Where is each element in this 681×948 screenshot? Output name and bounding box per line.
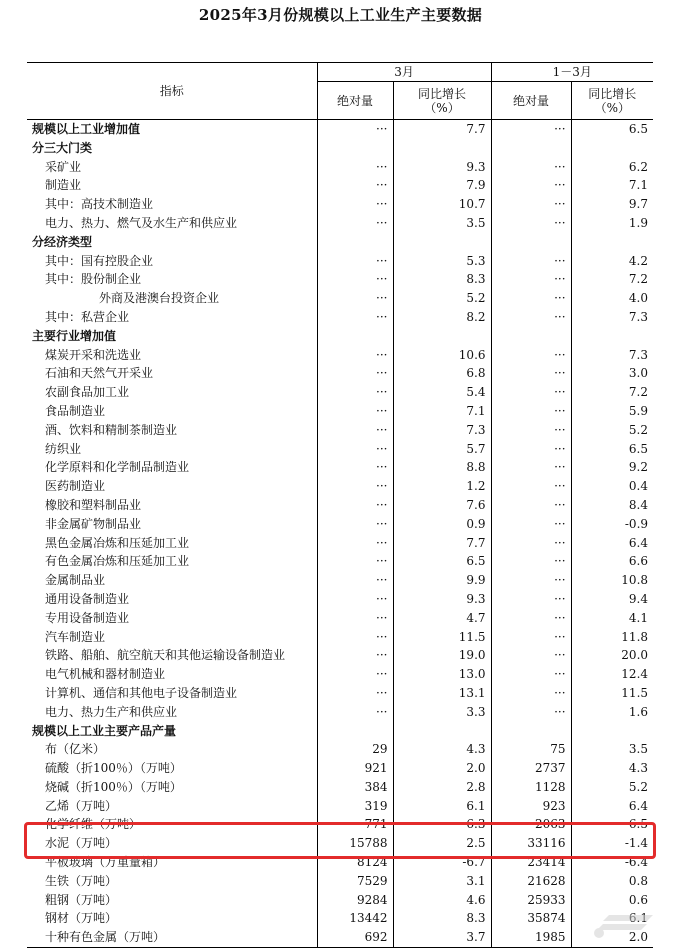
month-absolute-cell: ··· (317, 496, 393, 515)
ytd-yoy-cell: 2.0 (571, 928, 653, 947)
row-label: 橡胶和塑料制品业 (45, 497, 142, 512)
ytd-absolute-cell: ··· (491, 289, 571, 308)
month-yoy-cell (393, 722, 491, 741)
month-absolute-header: 绝对量 (317, 82, 393, 120)
table-row (27, 778, 653, 797)
row-label: 酒、饮料和精制茶制造业 (45, 422, 178, 437)
ytd-absolute-cell: 1985 (491, 928, 571, 947)
month-yoy-cell: 3.3 (393, 703, 491, 722)
ytd-absolute-cell: ··· (491, 158, 571, 177)
ytd-yoy-header (571, 82, 653, 120)
table-row (27, 909, 653, 928)
ytd-yoy-cell: 11.8 (571, 628, 653, 647)
row-label: 农副食品加工业 (45, 385, 130, 400)
ytd-yoy-cell: 1.6 (571, 703, 653, 722)
ytd-yoy-cell: 5.9 (571, 402, 653, 421)
month-absolute-cell: ··· (317, 346, 393, 365)
ytd-absolute-cell: ··· (491, 402, 571, 421)
ytd-yoy-cell: 3.0 (571, 364, 653, 383)
month-absolute-cell (317, 722, 393, 741)
month-yoy-cell: 5.2 (393, 289, 491, 308)
watermark-logo-icon (589, 907, 675, 941)
ytd-yoy-cell: 6.5 (571, 120, 653, 139)
ytd-yoy-cell: -0.9 (571, 515, 653, 534)
ytd-yoy-cell: 20.0 (571, 646, 653, 665)
ytd-yoy-cell: 3.5 (571, 740, 653, 759)
table-row (27, 609, 653, 628)
month-absolute-cell: 319 (317, 797, 393, 816)
ytd-absolute-cell: 25933 (491, 891, 571, 910)
ytd-yoy-cell: 9.7 (571, 195, 653, 214)
month-absolute-cell: 771 (317, 815, 393, 834)
row-label: 粗钢（万吨） (45, 892, 118, 907)
month-yoy-cell: 5.3 (393, 252, 491, 271)
row-label: 铁路、船舶、航空航天和其他运输设备制造业 (45, 648, 286, 663)
table-row (27, 684, 653, 703)
month-absolute-cell: ··· (317, 571, 393, 590)
month-yoy-cell: 9.3 (393, 590, 491, 609)
ytd-absolute-cell: ··· (491, 665, 571, 684)
month-absolute-cell: ··· (317, 440, 393, 459)
ytd-absolute-cell: ··· (491, 703, 571, 722)
month-yoy-cell: 6.1 (393, 797, 491, 816)
ytd-absolute-cell: ··· (491, 252, 571, 271)
month-yoy-cell: 6.3 (393, 815, 491, 834)
month-absolute-cell: 9284 (317, 891, 393, 910)
table-row (27, 421, 653, 440)
ytd-absolute-cell (491, 327, 571, 346)
table-row (27, 158, 653, 177)
ytd-yoy-cell: 7.3 (571, 308, 653, 327)
month-absolute-cell: ··· (317, 214, 393, 233)
table-row (27, 759, 653, 778)
ytd-yoy-cell: 7.2 (571, 270, 653, 289)
month-yoy-cell: 4.3 (393, 740, 491, 759)
month-yoy-cell: 3.5 (393, 214, 491, 233)
ytd-absolute-cell: ··· (491, 571, 571, 590)
month-absolute-cell: ··· (317, 477, 393, 496)
ytd-absolute-cell: ··· (491, 346, 571, 365)
page-title: 2025年3月份规模以上工业生产主要数据 (198, 6, 483, 24)
ytd-yoy-cell: 6.4 (571, 534, 653, 553)
table-row (27, 665, 653, 684)
ytd-absolute-header: 绝对量 (491, 82, 571, 120)
row-label: 制造业 (45, 178, 82, 193)
ytd-absolute-cell: ··· (491, 496, 571, 515)
row-label: 非金属矿物制品业 (45, 516, 142, 531)
month-yoy-cell: 13.0 (393, 665, 491, 684)
month-absolute-cell: ··· (317, 590, 393, 609)
month-absolute-cell (317, 233, 393, 252)
ytd-yoy-cell: 1.9 (571, 214, 653, 233)
table-row (27, 327, 653, 346)
ytd-yoy-cell: 0.4 (571, 477, 653, 496)
ytd-absolute-cell: ··· (491, 458, 571, 477)
ytd-yoy-cell: 8.4 (571, 496, 653, 515)
month-yoy-cell: 8.2 (393, 308, 491, 327)
month-absolute-cell: ··· (317, 289, 393, 308)
ytd-yoy-line2: （%） (594, 100, 630, 115)
row-label: 布（亿米） (45, 742, 106, 757)
row-label: 其中：高技术制造业 (45, 197, 154, 212)
row-label: 煤炭开采和洗选业 (45, 347, 142, 362)
ytd-absolute-cell: 2063 (491, 815, 571, 834)
ytd-absolute-cell: ··· (491, 270, 571, 289)
month-absolute-cell: ··· (317, 383, 393, 402)
ytd-yoy-cell: 6.6 (571, 552, 653, 571)
month-yoy-cell: 7.1 (393, 402, 491, 421)
ytd-yoy-cell: 6.5 (571, 440, 653, 459)
table-row (27, 552, 653, 571)
row-label: 石油和天然气开采业 (45, 366, 154, 381)
row-label: 专用设备制造业 (45, 610, 130, 625)
ytd-yoy-cell: 7.3 (571, 346, 653, 365)
ytd-yoy-cell: 4.2 (571, 252, 653, 271)
ytd-yoy-cell: 12.4 (571, 665, 653, 684)
ytd-yoy-cell: -1.4 (571, 834, 653, 853)
table-row (27, 289, 653, 308)
ytd-yoy-cell: 7.2 (571, 383, 653, 402)
month-absolute-cell: ··· (317, 402, 393, 421)
ytd-absolute-cell: ··· (491, 609, 571, 628)
month-absolute-cell: ··· (317, 609, 393, 628)
table-row (27, 402, 653, 421)
month-absolute-cell: 13442 (317, 909, 393, 928)
month-absolute-cell: ··· (317, 195, 393, 214)
row-label: 外商及港澳台投资企业 (99, 291, 220, 306)
table-row (27, 571, 653, 590)
month-yoy-line2: （%） (424, 100, 460, 115)
month-absolute-cell: 384 (317, 778, 393, 797)
table-row (27, 383, 653, 402)
month-yoy-cell: 7.7 (393, 534, 491, 553)
table-row (27, 458, 653, 477)
month-yoy-cell (393, 233, 491, 252)
month-absolute-cell: ··· (317, 515, 393, 534)
month-yoy-cell: -6.7 (393, 853, 491, 872)
ytd-yoy-cell: 9.4 (571, 590, 653, 609)
ytd-absolute-cell: ··· (491, 308, 571, 327)
ytd-yoy-cell: 5.2 (571, 778, 653, 797)
month-yoy-cell: 2.5 (393, 834, 491, 853)
table-row (27, 590, 653, 609)
ytd-absolute-cell: ··· (491, 646, 571, 665)
ytd-absolute-cell: 2737 (491, 759, 571, 778)
ytd-absolute-cell: ··· (491, 628, 571, 647)
table-row (27, 891, 653, 910)
table-row (27, 872, 653, 891)
month-absolute-cell: 7529 (317, 872, 393, 891)
ytd-yoy-cell: 6.5 (571, 815, 653, 834)
row-label: 乙烯（万吨） (45, 798, 118, 813)
row-label: 黑色金属冶炼和压延加工业 (45, 535, 190, 550)
table-row (27, 834, 653, 853)
month-yoy-cell: 4.6 (393, 891, 491, 910)
ytd-absolute-cell: ··· (491, 684, 571, 703)
month-absolute-cell: ··· (317, 665, 393, 684)
row-label: 化学纤维（万吨） (45, 817, 142, 832)
month-yoy-cell (393, 139, 491, 158)
month-absolute-cell: 15788 (317, 834, 393, 853)
month-yoy-cell: 0.9 (393, 515, 491, 534)
row-label: 计算机、通信和其他电子设备制造业 (45, 685, 238, 700)
month-absolute-cell: ··· (317, 421, 393, 440)
table-row (27, 308, 653, 327)
row-label: 钢材（万吨） (45, 911, 118, 926)
ytd-absolute-cell: 35874 (491, 909, 571, 928)
ytd-absolute-cell (491, 139, 571, 158)
month-yoy-header (393, 82, 491, 120)
row-label: 十种有色金属（万吨） (27, 928, 317, 947)
row-label: 平板玻璃（万重量箱） (45, 855, 166, 870)
ytd-yoy-cell: 4.0 (571, 289, 653, 308)
ytd-absolute-cell: ··· (491, 515, 571, 534)
month-yoy-cell: 10.6 (393, 346, 491, 365)
ytd-yoy-cell: 10.8 (571, 571, 653, 590)
table-row (27, 120, 653, 139)
month-absolute-cell: ··· (317, 646, 393, 665)
month-header: 3月 (317, 63, 491, 82)
month-yoy-cell: 3.7 (393, 928, 491, 947)
row-label: 通用设备制造业 (45, 591, 130, 606)
row-label: 分三大门类 (32, 140, 93, 155)
ytd-absolute-cell (491, 233, 571, 252)
ytd-absolute-cell: ··· (491, 364, 571, 383)
month-absolute-cell: ··· (317, 308, 393, 327)
month-yoy-cell: 8.8 (393, 458, 491, 477)
month-yoy-cell: 7.7 (393, 120, 491, 139)
ytd-yoy-cell (571, 233, 653, 252)
ytd-yoy-cell: 5.2 (571, 421, 653, 440)
ytd-absolute-cell: ··· (491, 214, 571, 233)
month-absolute-cell: ··· (317, 120, 393, 139)
ytd-absolute-cell: ··· (491, 176, 571, 195)
ytd-absolute-cell: ··· (491, 421, 571, 440)
ytd-absolute-cell: 23414 (491, 853, 571, 872)
month-yoy-cell: 1.2 (393, 477, 491, 496)
table-row (27, 176, 653, 195)
row-label: 医药制造业 (45, 479, 106, 494)
table-row (27, 195, 653, 214)
table-row (27, 815, 653, 834)
ytd-absolute-cell: 1128 (491, 778, 571, 797)
ytd-yoy-cell: 4.1 (571, 609, 653, 628)
table-row (27, 722, 653, 741)
table-row (27, 534, 653, 553)
row-label: 化学原料和化学制品制造业 (45, 460, 190, 475)
month-yoy-cell: 2.8 (393, 778, 491, 797)
month-yoy-cell: 13.1 (393, 684, 491, 703)
row-label: 食品制造业 (45, 403, 106, 418)
month-yoy-cell: 8.3 (393, 270, 491, 289)
month-yoy-cell: 5.4 (393, 383, 491, 402)
row-label: 有色金属冶炼和压延加工业 (45, 554, 190, 569)
table-row (27, 270, 653, 289)
table-row (27, 252, 653, 271)
table-body (27, 120, 653, 948)
ytd-absolute-cell: 21628 (491, 872, 571, 891)
table-row (27, 477, 653, 496)
month-absolute-cell: 8124 (317, 853, 393, 872)
row-label: 硫酸（折100％）（万吨） (45, 761, 182, 776)
table-row (27, 646, 653, 665)
ytd-absolute-cell: ··· (491, 120, 571, 139)
indicator-header: 指标 (27, 63, 317, 120)
ytd-absolute-cell (491, 722, 571, 741)
ytd-absolute-cell: ··· (491, 477, 571, 496)
table-row (27, 364, 653, 383)
month-yoy-cell: 7.6 (393, 496, 491, 515)
table-row (27, 139, 653, 158)
month-yoy-cell: 5.7 (393, 440, 491, 459)
month-yoy-cell: 10.7 (393, 195, 491, 214)
table-row (27, 346, 653, 365)
month-yoy-cell: 6.8 (393, 364, 491, 383)
month-yoy-cell: 3.1 (393, 872, 491, 891)
ytd-absolute-cell: ··· (491, 440, 571, 459)
row-label: 电力、热力生产和供应业 (45, 704, 178, 719)
row-label: 分经济类型 (32, 234, 93, 249)
ytd-yoy-cell (571, 722, 653, 741)
ytd-yoy-cell (571, 327, 653, 346)
ytd-yoy-cell: 6.4 (571, 797, 653, 816)
ytd-absolute-cell: 33116 (491, 834, 571, 853)
table-row (27, 740, 653, 759)
table-row (27, 214, 653, 233)
row-label: 生铁（万吨） (45, 873, 118, 888)
ytd-absolute-cell: 923 (491, 797, 571, 816)
row-label: 纺织业 (45, 441, 82, 456)
month-absolute-cell: ··· (317, 628, 393, 647)
ytd-absolute-cell: 75 (491, 740, 571, 759)
month-absolute-cell: ··· (317, 684, 393, 703)
ytd-yoy-line1: 同比增长 (588, 86, 637, 101)
month-absolute-cell: ··· (317, 534, 393, 553)
row-label: 主要行业增加值 (32, 328, 117, 343)
ytd-header: 1－3月 (491, 63, 653, 82)
ytd-absolute-cell: ··· (491, 534, 571, 553)
month-absolute-cell: ··· (317, 703, 393, 722)
row-label: 金属制品业 (45, 573, 106, 588)
ytd-yoy-cell: -6.4 (571, 853, 653, 872)
month-absolute-cell: 921 (317, 759, 393, 778)
month-absolute-cell: ··· (317, 364, 393, 383)
month-yoy-cell: 8.3 (393, 909, 491, 928)
row-label: 其中：股份制企业 (45, 272, 142, 287)
row-label: 电气机械和器材制造业 (45, 667, 166, 682)
month-absolute-cell (317, 139, 393, 158)
month-yoy-cell: 7.3 (393, 421, 491, 440)
month-absolute-cell (317, 327, 393, 346)
table-row (27, 515, 653, 534)
ytd-absolute-cell: ··· (491, 590, 571, 609)
month-yoy-cell: 2.0 (393, 759, 491, 778)
row-label: 其中：私营企业 (45, 309, 130, 324)
table-row (27, 703, 653, 722)
ytd-yoy-cell: 0.8 (571, 872, 653, 891)
table-row (27, 853, 653, 872)
month-absolute-cell: ··· (317, 552, 393, 571)
ytd-yoy-cell: 6.2 (571, 158, 653, 177)
month-yoy-cell (393, 327, 491, 346)
row-label: 规模以上工业主要产品产量 (32, 723, 177, 738)
row-label: 规模以上工业增加值 (32, 122, 141, 136)
data-table (27, 62, 653, 948)
month-yoy-cell: 19.0 (393, 646, 491, 665)
ytd-yoy-cell: 4.3 (571, 759, 653, 778)
month-yoy-cell: 6.5 (393, 552, 491, 571)
month-absolute-cell: ··· (317, 458, 393, 477)
month-yoy-cell: 7.9 (393, 176, 491, 195)
month-absolute-cell: 29 (317, 740, 393, 759)
row-label: 烧碱（折100％）（万吨） (45, 779, 182, 794)
month-yoy-cell: 4.7 (393, 609, 491, 628)
month-absolute-cell: ··· (317, 252, 393, 271)
month-absolute-cell: ··· (317, 270, 393, 289)
table-row (27, 233, 653, 252)
month-yoy-cell: 9.3 (393, 158, 491, 177)
row-label: 电力、热力、燃气及水生产和供应业 (45, 215, 238, 230)
ytd-absolute-cell: ··· (491, 195, 571, 214)
month-yoy-cell: 11.5 (393, 628, 491, 647)
table-row (27, 440, 653, 459)
ytd-yoy-cell: 7.1 (571, 176, 653, 195)
month-absolute-cell: 692 (317, 928, 393, 947)
month-yoy-line1: 同比增长 (418, 86, 467, 101)
ytd-absolute-cell: ··· (491, 383, 571, 402)
month-absolute-cell: ··· (317, 176, 393, 195)
month-absolute-cell: ··· (317, 158, 393, 177)
row-label: 水泥（万吨） (45, 836, 118, 851)
ytd-yoy-cell: 9.2 (571, 458, 653, 477)
table-row (27, 797, 653, 816)
ytd-yoy-cell (571, 139, 653, 158)
row-label: 采矿业 (45, 159, 82, 174)
ytd-yoy-cell: 11.5 (571, 684, 653, 703)
table-row (27, 496, 653, 515)
table-row (27, 628, 653, 647)
month-yoy-cell: 9.9 (393, 571, 491, 590)
row-label: 汽车制造业 (45, 629, 106, 644)
ytd-absolute-cell: ··· (491, 552, 571, 571)
row-label: 其中：国有控股企业 (45, 253, 154, 268)
ytd-yoy-cell: 0.6 (571, 891, 653, 910)
